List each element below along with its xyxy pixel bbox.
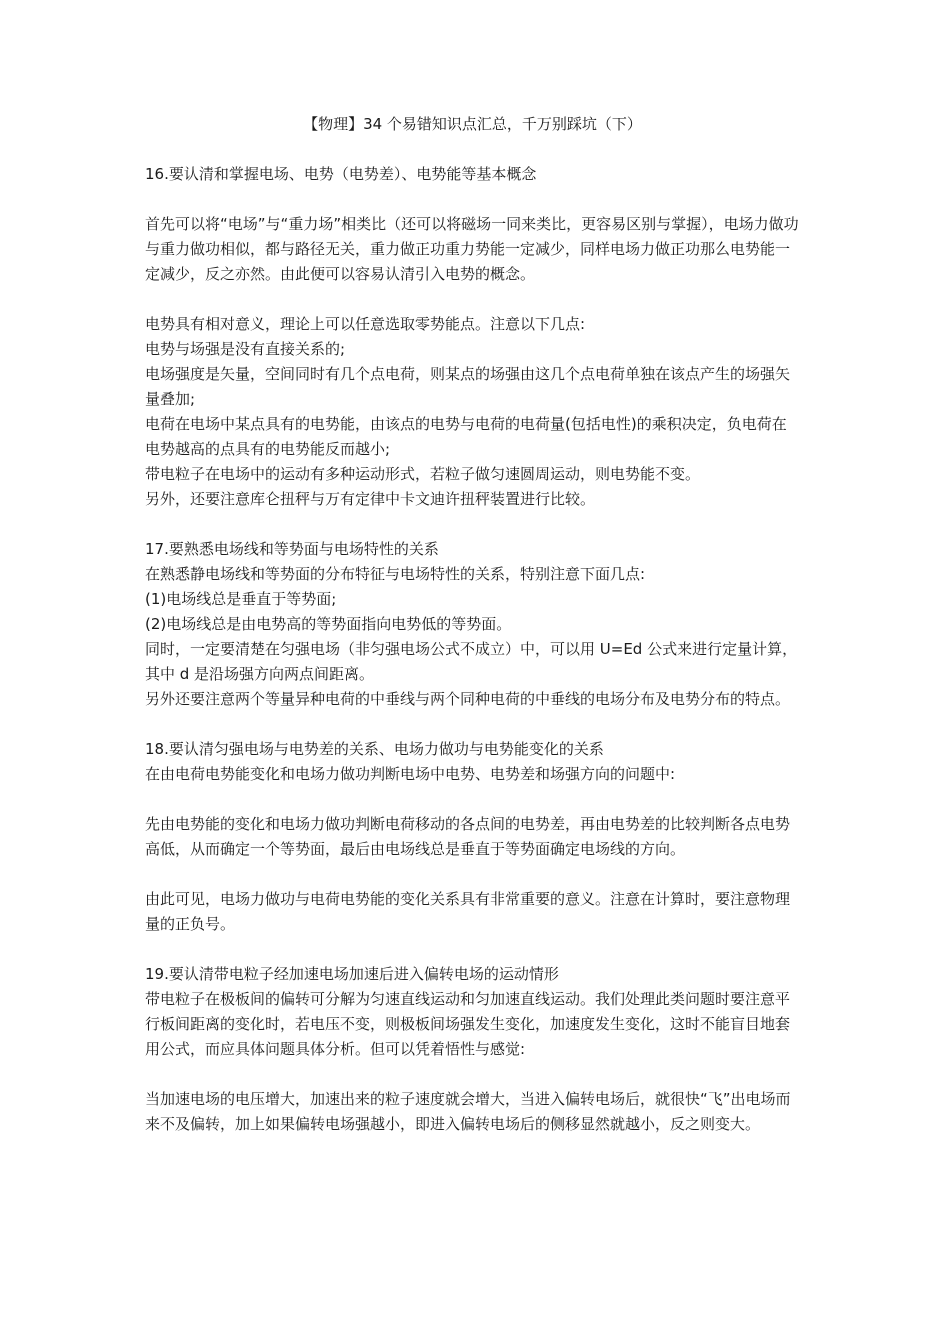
paragraph-gap: [145, 712, 800, 737]
paragraph: 电势具有相对意义，理论上可以任意选取零势能点。注意以下几点:: [145, 315, 586, 333]
paragraph-gap: [145, 512, 800, 537]
paragraph-gap: [145, 787, 800, 812]
paragraph: 电荷在电场中某点具有的电势能，由该点的电势与电荷的电荷量(包括电性)的乘积决定，负电荷在电势越高的点具有的电势能反而越小;: [145, 415, 787, 458]
paragraph: 当加速电场的电压增大，加速出来的粒子速度就会增大，当进入偏转电场后，就很快“飞”出电场而来不及偏转，加上如果偏转电场强越小，即进入偏转电场后的侧移显然就越小，反之则变大。: [145, 1090, 791, 1133]
paragraph-gap: [145, 937, 800, 962]
paragraph-gap: [145, 287, 800, 312]
paragraph: 带电粒子在电场中的运动有多种运动形式，若粒子做匀速圆周运动，则电势能不变。: [145, 465, 701, 483]
paragraph: 在熟悉静电场线和等势面的分布特征与电场特性的关系，特别注意下面几点:: [145, 565, 646, 583]
paragraph: (2)电场线总是由电势高的等势面指向电势低的等势面。: [145, 615, 512, 633]
paragraph: 17.要熟悉电场线和等势面与电场特性的关系: [145, 540, 439, 558]
paragraph: 18.要认清匀强电场与电势差的关系、电场力做功与电势能变化的关系: [145, 740, 604, 758]
paragraph: 16.要认清和掌握电场、电势（电势差）、电势能等基本概念: [145, 165, 537, 183]
document-title: 【物理】34 个易错知识点汇总，千万别踩坑（下）: [303, 115, 642, 133]
document-body: [145, 162, 800, 1137]
paragraph-gap: [145, 862, 800, 887]
paragraph-gap: [145, 1062, 800, 1087]
paragraph: 在由电荷电势能变化和电场力做功判断电场中电势、电势差和场强方向的问题中:: [145, 765, 676, 783]
paragraph: 先由电势能的变化和电场力做功判断电荷移动的各点间的电势差，再由电势差的比较判断各点电势高低，从而确定一个等势面，最后由电场线总是垂直于等势面确定电场线的方向。: [145, 815, 791, 858]
paragraph: 电势与场强是没有直接关系的;: [145, 340, 346, 358]
paragraph-gap: [145, 187, 800, 212]
document-page: [145, 112, 800, 1137]
paragraph: (1)电场线总是垂直于等势面;: [145, 590, 337, 608]
paragraph: 另外，还要注意库仑扭秤与万有定律中卡文迪许扭秤装置进行比较。: [145, 490, 596, 508]
paragraph: 同时，一定要清楚在匀强电场（非匀强电场公式不成立）中，可以用 U=Ed 公式来进行定量计算，其中 d 是沿场强方向两点间距离。: [145, 640, 798, 683]
paragraph: 电场强度是矢量，空间同时有几个点电荷，则某点的场强由这几个点电荷单独在该点产生的场强矢量叠加;: [145, 365, 791, 408]
paragraph: 由此可见，电场力做功与电荷电势能的变化关系具有非常重要的意义。注意在计算时，要注意物理量的正负号。: [145, 890, 791, 933]
paragraph: 首先可以将“电场”与“重力场”相类比（还可以将磁场一同来类比，更容易区别与掌握），电场力做功与重力做功相似，都与路径无关，重力做正功重力势能一定减少，同样电场力做正功那么电势能一定减少，反之亦然。由此便可以容易认清引入电势的概念。: [145, 215, 799, 283]
paragraph: 另外还要注意两个等量异种电荷的中垂线与两个同种电荷的中垂线的电场分布及电势分布的特点。: [145, 690, 791, 708]
paragraph: 19.要认清带电粒子经加速电场加速后进入偏转电场的运动情形: [145, 965, 559, 983]
paragraph: 带电粒子在极板间的偏转可分解为匀速直线运动和匀加速直线运动。我们处理此类问题时要注意平行板间距离的变化时，若电压不变，则极板间场强发生变化，加速度发生变化，这时不能盲目地套用公式，而应具体问题具体分析。但可以凭着悟性与感觉:: [145, 990, 791, 1058]
